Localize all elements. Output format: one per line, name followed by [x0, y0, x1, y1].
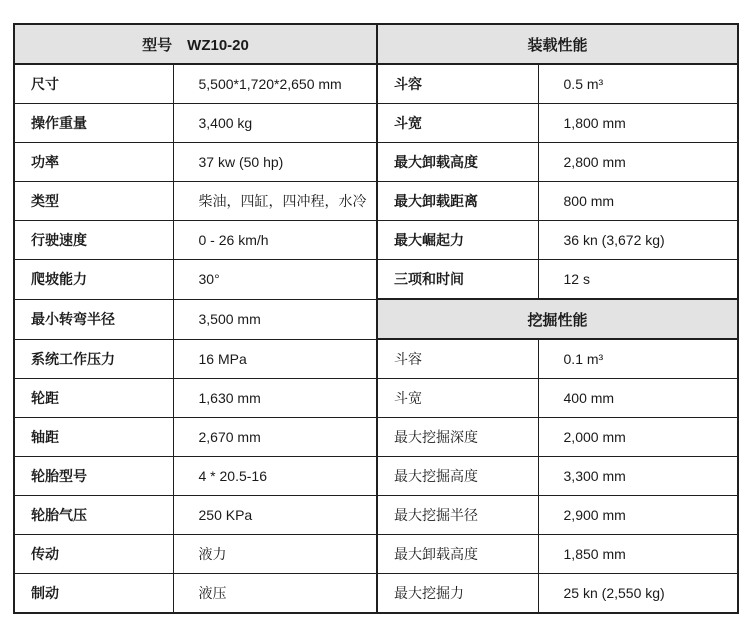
- spec-label: 最小转弯半径: [14, 299, 173, 339]
- loading-performance-header: 装载性能: [377, 24, 738, 64]
- model-value: WZ10-20: [187, 36, 249, 54]
- spec-label: 斗容: [377, 64, 538, 104]
- spec-value: 12 s: [538, 260, 738, 300]
- table-row: [14, 339, 738, 379]
- spec-value: 2,800 mm: [538, 143, 738, 182]
- spec-label: 操作重量: [14, 104, 173, 143]
- table-row: [14, 496, 738, 535]
- table-row: [14, 143, 738, 182]
- spec-label: 尺寸: [14, 64, 173, 104]
- table-row: [14, 299, 738, 339]
- spec-value: 36 kn (3,672 kg): [538, 221, 738, 260]
- spec-label: 最大崛起力: [377, 221, 538, 260]
- spec-value: 2,900 mm: [538, 496, 738, 535]
- spec-label: 轮距: [14, 379, 173, 418]
- spec-value: 1,850 mm: [538, 535, 738, 574]
- spec-value: 液力: [173, 535, 377, 574]
- table-row: [14, 535, 738, 574]
- spec-label: 斗宽: [377, 379, 538, 418]
- spec-value: 2,670 mm: [173, 418, 377, 457]
- spec-label: 斗容: [377, 339, 538, 379]
- spec-value: 37 kw (50 hp): [173, 143, 377, 182]
- spec-label: 最大挖掘力: [377, 574, 538, 614]
- spec-label: 爬坡能力: [14, 260, 173, 300]
- spec-value: 25 kn (2,550 kg): [538, 574, 738, 614]
- spec-value: 1,630 mm: [173, 379, 377, 418]
- spec-label: 最大挖掘半径: [377, 496, 538, 535]
- spec-sheet: [13, 23, 739, 614]
- spec-label: 轴距: [14, 418, 173, 457]
- table-row: [14, 182, 738, 221]
- spec-value: 800 mm: [538, 182, 738, 221]
- spec-label: 系统工作压力: [14, 339, 173, 379]
- digging-performance-header: 挖掘性能: [377, 299, 738, 339]
- spec-label: 三项和时间: [377, 260, 538, 300]
- spec-value: 4 * 20.5-16: [173, 457, 377, 496]
- spec-value: 5,500*1,720*2,650 mm: [173, 64, 377, 104]
- spec-label: 轮胎气压: [14, 496, 173, 535]
- spec-value: 250 KPa: [173, 496, 377, 535]
- table-row: [14, 260, 738, 300]
- spec-value: 液压: [173, 574, 377, 614]
- spec-label: 功率: [14, 143, 173, 182]
- table-row: [14, 379, 738, 418]
- spec-label: 传动: [14, 535, 173, 574]
- spec-label: 最大挖掘深度: [377, 418, 538, 457]
- spec-value: 30°: [173, 260, 377, 300]
- spec-value: 0 - 26 km/h: [173, 221, 377, 260]
- spec-table: [13, 23, 739, 614]
- spec-value: 3,500 mm: [173, 299, 377, 339]
- spec-value: 0.1 m³: [538, 339, 738, 379]
- spec-value: 柴油，四缸，四冲程，水冷: [173, 182, 377, 221]
- table-row: [14, 64, 738, 104]
- spec-value: 16 MPa: [173, 339, 377, 379]
- spec-label: 制动: [14, 574, 173, 614]
- spec-value: 0.5 m³: [538, 64, 738, 104]
- table-header-row: [14, 24, 738, 64]
- spec-value: 3,300 mm: [538, 457, 738, 496]
- spec-label: 最大卸载高度: [377, 535, 538, 574]
- table-row: [14, 457, 738, 496]
- spec-value: 3,400 kg: [173, 104, 377, 143]
- table-row: [14, 221, 738, 260]
- spec-label: 斗宽: [377, 104, 538, 143]
- table-row: [14, 574, 738, 614]
- spec-label: 行驶速度: [14, 221, 173, 260]
- spec-value: 400 mm: [538, 379, 738, 418]
- table-row: [14, 104, 738, 143]
- spec-label: 轮胎型号: [14, 457, 173, 496]
- spec-label: 最大卸载距离: [377, 182, 538, 221]
- spec-label: 类型: [14, 182, 173, 221]
- spec-label: 最大卸载高度: [377, 143, 538, 182]
- model-label: 型号: [142, 36, 173, 54]
- spec-label: 最大挖掘高度: [377, 457, 538, 496]
- spec-value: 1,800 mm: [538, 104, 738, 143]
- model-header-cell: [14, 24, 377, 64]
- spec-value: 2,000 mm: [538, 418, 738, 457]
- table-row: [14, 418, 738, 457]
